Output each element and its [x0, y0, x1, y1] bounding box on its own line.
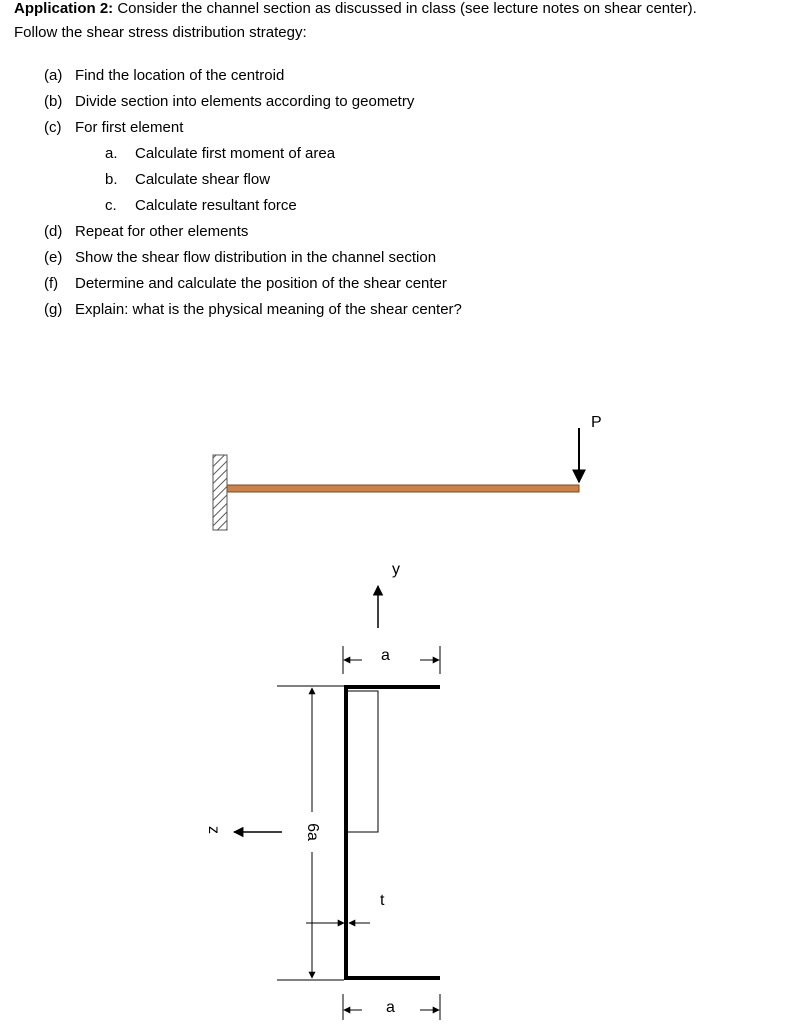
substep-tag: b. — [105, 171, 118, 188]
step-text: Explain: what is the physical meaning of the shear center? — [75, 301, 462, 318]
step-tag: (d) — [44, 223, 63, 240]
step-tag: (c) — [44, 119, 62, 136]
step-text: Determine and calculate the position of the shear center — [75, 275, 447, 292]
step-tag: (a) — [44, 67, 63, 84]
problem-subtitle: Follow the shear stress distribution strategy: — [14, 24, 307, 41]
z-axis-label: z — [205, 826, 222, 834]
step-tag: (b) — [44, 93, 63, 110]
problem-title-text: Consider the channel section as discussed in class (see lecture notes on shear center). — [113, 0, 697, 17]
load-label: P — [591, 414, 602, 431]
top-dim-label: a — [381, 647, 390, 664]
step-tag: (e) — [44, 249, 63, 266]
fixed-support — [213, 455, 227, 530]
substep-text: Calculate first moment of area — [135, 145, 336, 162]
step-tag: (f) — [44, 275, 59, 292]
step-text: For first element — [75, 119, 184, 136]
problem-title-label: Application 2: — [14, 0, 114, 17]
bottom-dim-label: a — [386, 999, 395, 1016]
substep-tag: c. — [105, 197, 117, 214]
step-text: Show the shear flow distribution in the channel section — [75, 249, 437, 266]
cantilever-beam — [227, 485, 579, 492]
substep-text: Calculate shear flow — [135, 171, 271, 188]
height-dim-label: 6a — [303, 823, 321, 841]
substep-text: Calculate resultant force — [135, 197, 297, 214]
centroid-guide — [348, 691, 378, 832]
step-tag: (g) — [44, 301, 63, 318]
substep-tag: a. — [105, 145, 118, 162]
step-text: Repeat for other elements — [75, 223, 249, 240]
y-axis-label: y — [392, 561, 400, 578]
step-text: Find the location of the centroid — [75, 67, 285, 84]
step-text: Divide section into elements according to geometry — [75, 93, 415, 110]
thickness-label: t — [380, 892, 385, 909]
